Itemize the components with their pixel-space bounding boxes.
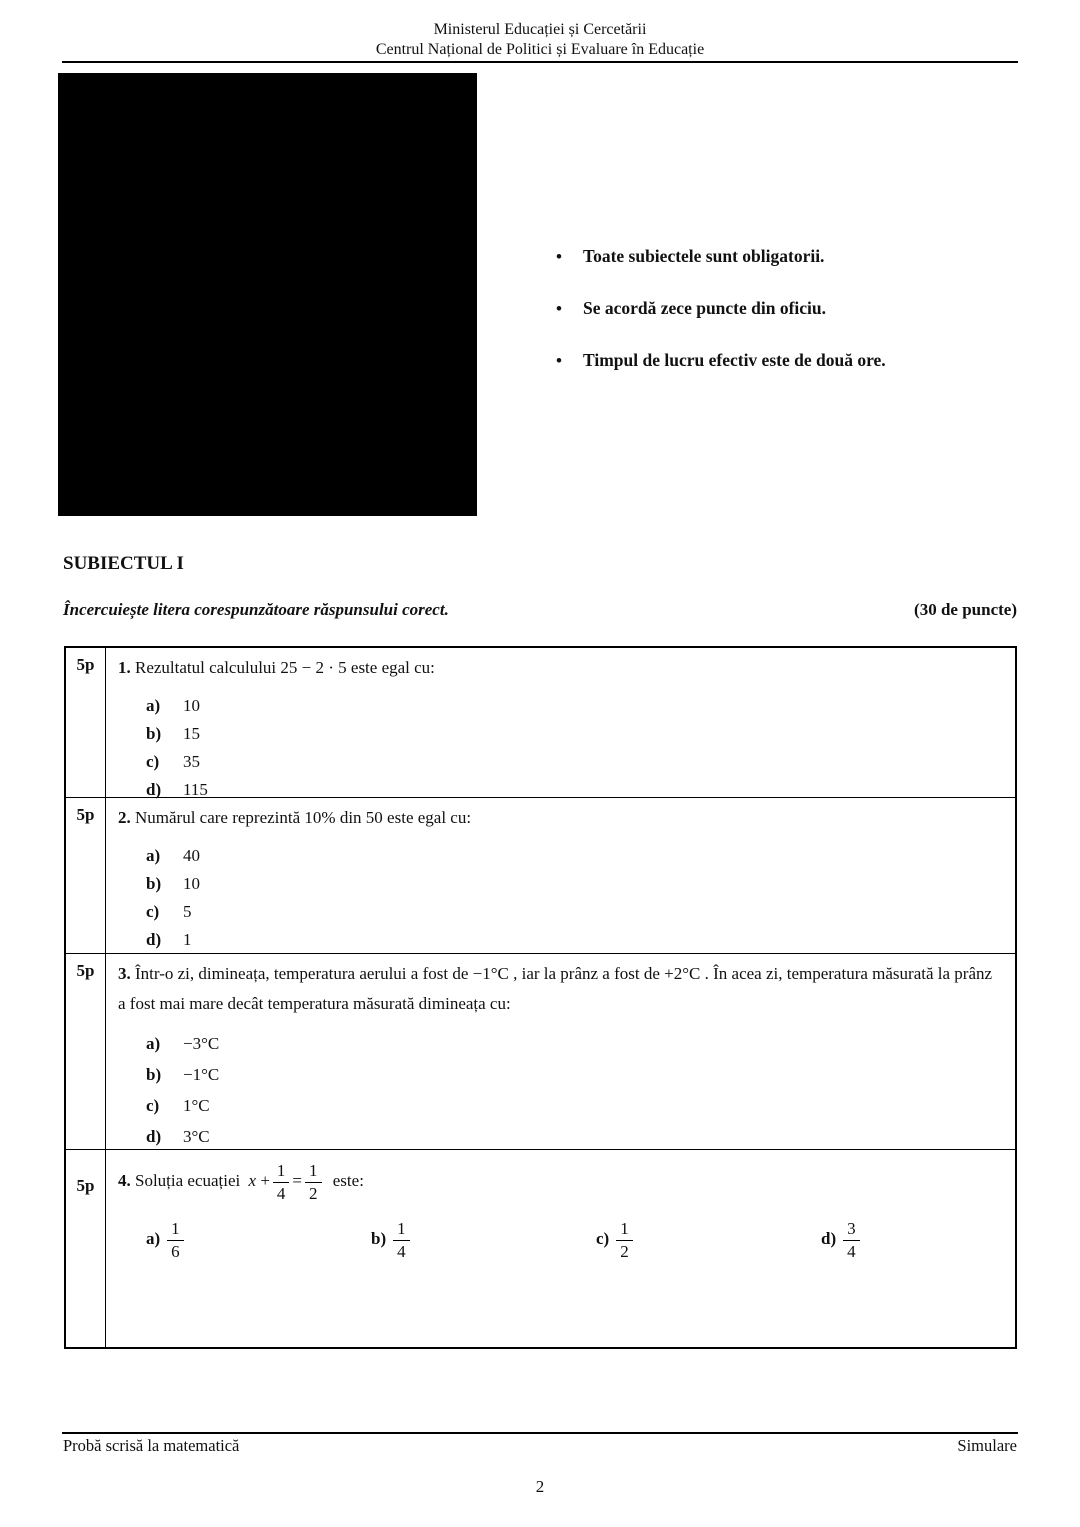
option-b: b) 10 (146, 874, 200, 893)
option-c: c) 35 (146, 752, 200, 771)
question-number: 1. (118, 658, 131, 677)
page-number: 2 (535, 1477, 545, 1496)
equation-fraction-2: $\frac{1}{2}$ (305, 1161, 322, 1203)
question-row-2 (66, 797, 1015, 953)
points-badge: 5p (66, 798, 106, 953)
question-text: 1. Rezultatul calculului 25 − 2 · 5 este egal cu: (118, 658, 435, 677)
question-row-3 (66, 953, 1015, 1149)
option-d: d) $\frac{3}{4}$ (821, 1219, 1046, 1261)
notice-text-3: Timpul de lucru efectiv este de două ore. (583, 350, 886, 370)
section-title: SUBIECTUL I (63, 553, 184, 574)
instruction-row (63, 600, 1017, 620)
options-list (146, 1219, 1046, 1261)
equation-operator: + (260, 1170, 270, 1190)
options-list (118, 1028, 1001, 1152)
question-content (106, 1150, 1060, 1347)
option-c: c) 1°C (146, 1096, 210, 1115)
option-a: a) $\frac{1}{6}$ (146, 1219, 371, 1261)
bullet-icon: • (556, 299, 562, 318)
option-a: a) −3°C (146, 1034, 220, 1053)
redacted-block (58, 73, 477, 516)
points-badge: 5p (66, 954, 106, 1149)
question-content (106, 954, 1015, 1149)
equation-variable: x (248, 1170, 257, 1190)
option-fraction: $\frac{1}{2}$ (616, 1219, 633, 1261)
footer-left-text: Probă scrisă la matematică (63, 1436, 240, 1455)
question-text: 2. Numărul care reprezintă 10% din 50 este egal cu: (118, 808, 472, 827)
option-a: a) 10 (146, 696, 200, 715)
options-list (118, 842, 1001, 954)
notice-bullet-1 (556, 246, 1026, 267)
option-d: d) 115 (146, 780, 208, 799)
question-text-with-equation (118, 1161, 1046, 1203)
notice-text-1: Toate subiectele sunt obligatorii. (583, 246, 825, 266)
header-line-2: Centrul Național de Politici și Evaluare în Educație (375, 41, 705, 58)
points-badge: 5p (66, 648, 106, 797)
option-fraction: $\frac{1}{4}$ (393, 1219, 410, 1261)
instruction-text: Încercuiește litera corespunzătoare răspunsului corect. (63, 600, 449, 619)
document-header (0, 20, 1080, 60)
question-text-after: este: (332, 1170, 364, 1190)
question-row-4 (66, 1149, 1015, 1347)
option-d: d) 1 (146, 930, 192, 949)
question-number: 2. (118, 808, 131, 827)
option-b: b) 15 (146, 724, 200, 743)
question-text: 3. Într-o zi, dimineața, temperatura aerului a fost de −1°C , iar la prânz a fost de +2°C . În acea zi, temperatura măsurată la prânz a fost mai mare decât temperatura măsurată dimineața cu: (118, 964, 993, 1013)
question-text: Soluția ecuației (135, 1170, 241, 1190)
option-b: b) $\frac{1}{4}$ (371, 1219, 596, 1261)
header-line-1: Ministerul Educației și Cercetării (433, 21, 647, 38)
option-d: d) 3°C (146, 1127, 210, 1146)
option-c: c) 5 (146, 902, 192, 921)
question-number: 4. (118, 1170, 131, 1190)
question-table (64, 646, 1017, 1349)
question-number: 3. (118, 964, 131, 983)
question-content (106, 648, 1015, 797)
question-row-1 (66, 648, 1015, 797)
option-fraction: $\frac{1}{6}$ (167, 1219, 184, 1261)
footer (63, 1436, 1017, 1456)
points-badge: 5p (66, 1150, 106, 1347)
footer-right-text: Simulare (957, 1436, 1017, 1455)
section-points: (30 de puncte) (914, 600, 1017, 619)
option-a: a) 40 (146, 846, 200, 865)
equation-equals: = (292, 1170, 303, 1190)
notice-bullet-3 (556, 350, 1026, 371)
exam-notice-list (556, 246, 1026, 402)
equation (249, 1161, 325, 1203)
option-b: b) −1°C (146, 1065, 220, 1084)
bullet-icon: • (556, 351, 562, 370)
option-fraction: $\frac{3}{4}$ (843, 1219, 860, 1261)
notice-bullet-2 (556, 298, 1026, 319)
bullet-icon: • (556, 247, 562, 266)
notice-text-2: Se acordă zece puncte din oficiu. (583, 298, 827, 318)
footer-divider (62, 1432, 1018, 1434)
options-list (118, 692, 1001, 804)
equation-fraction-1: $\frac{1}{4}$ (273, 1161, 290, 1203)
question-content (106, 798, 1015, 953)
header-divider (62, 61, 1018, 63)
option-c: c) $\frac{1}{2}$ (596, 1219, 821, 1261)
